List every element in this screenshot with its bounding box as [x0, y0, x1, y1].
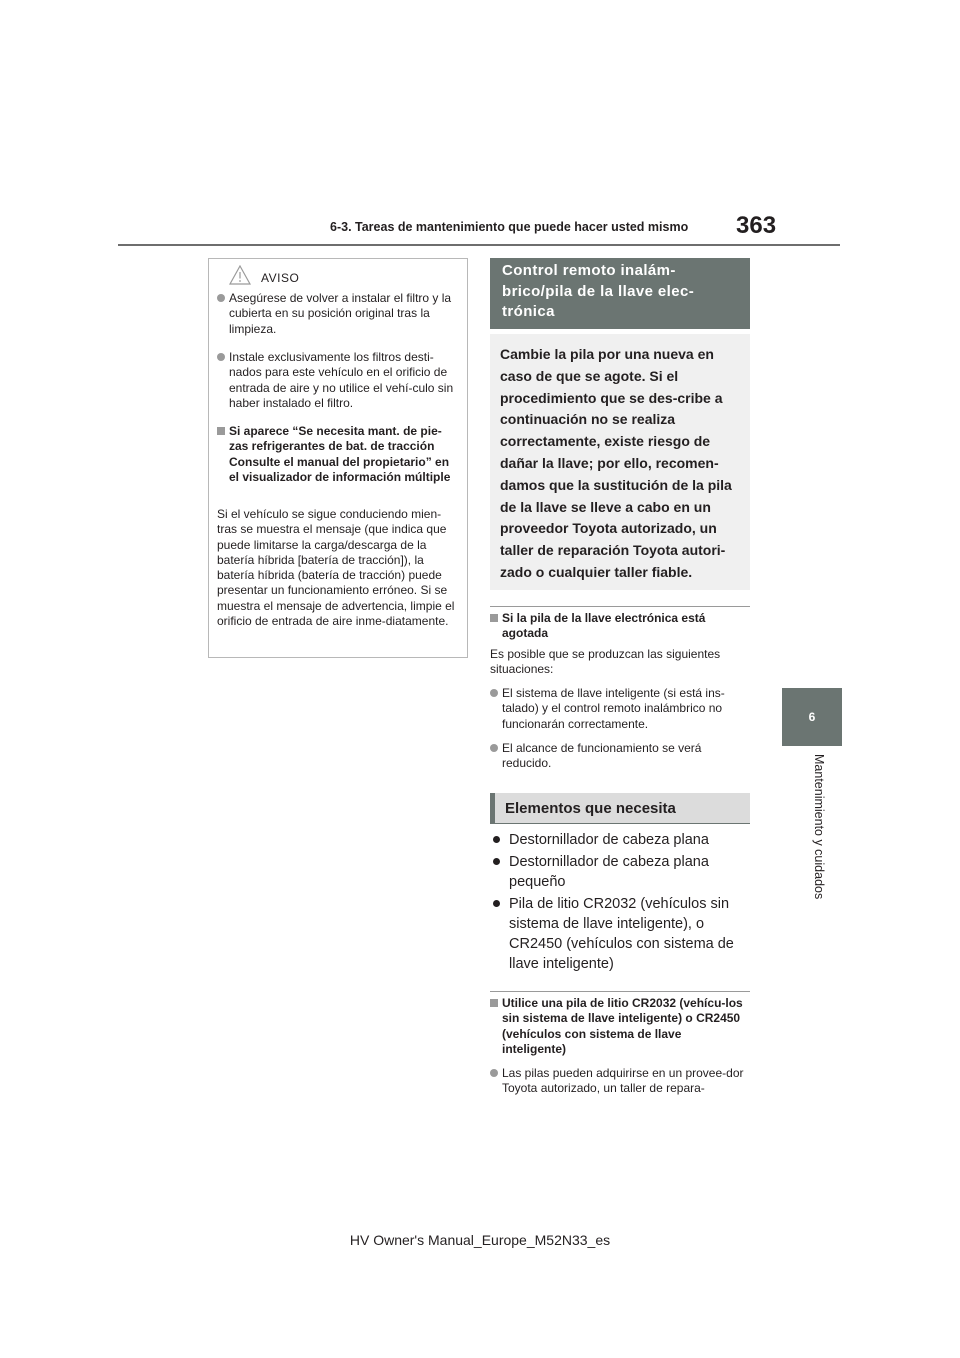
note-bullet: El sistema de llave inteligente (si está ins-talado) y el control remoto inalámbrico no funcionarán correctamente.	[490, 686, 746, 732]
caution-bullet: Instale exclusivamente los filtros desti-nados para este vehículo en el orificio de entrada de aire y no utilice el vehí-culo sin haber instalado el filtro.	[217, 350, 457, 411]
note-divider	[490, 991, 750, 992]
list-item: Destornillador de cabeza plana	[490, 830, 730, 850]
header-divider	[118, 244, 840, 246]
note-text: Es posible que se produzcan las siguientes situaciones:	[490, 647, 721, 677]
caution-subheading: Si aparece “Se necesita mant. de pie-zas refrigerantes de bat. de tracción Consulte el manual del propietario” en el visualizador de información múltiple	[217, 424, 457, 485]
caution-paragraph: Si el vehículo se sigue conduciendo mien-tras se muestra el mensaje (que indica que puede limitarse la carga/descarga de la batería híbrida [batería de tracción]), la batería híbrida (batería de tracción) puede presentar un funcionamiento erróneo. Si se muestra el mensaje de advertencia, limpie el orificio de entrada de aire inme-diatamente.	[217, 507, 455, 629]
caution-bullet: Asegúrese de volver a instalar el filtro y la cubierta en su posición original tras la limpieza.	[217, 291, 457, 337]
section-header: 6-3. Tareas de mantenimiento que puede hacer usted mismo	[330, 220, 689, 234]
note-heading: Utilice una pila de litio CR2032 (vehícu-los sin sistema de llave inteligente) o CR2450 (vehículos con sistema de llave inteligente)	[490, 996, 748, 1057]
list-item: Destornillador de cabeza plana pequeño	[490, 852, 712, 892]
caution-box	[208, 258, 468, 658]
chapter-tab: 6	[782, 688, 842, 746]
footer-text: HV Owner's Manual_Europe_M52N33_es	[349, 1232, 611, 1248]
warning-triangle-icon	[229, 265, 251, 290]
section-title: Elementos que necesita	[490, 793, 750, 824]
note-bullet: El alcance de funcionamiento se verá reducido.	[490, 741, 730, 772]
note-heading: Si la pila de la llave electrónica está agotada	[490, 611, 746, 642]
section-title: Control remoto inalám-brico/pila de la llave elec-trónica	[490, 258, 750, 329]
section-intro: Cambie la pila por una nueva en caso de que se agote. Si el procedimiento que se des-cribe a continuación no se realiza correctamente, existe riesgo de dañar la llave; por ello, recomen-damos que la sustitución de la pila de la llave se lleve a cabo en un proveedor Toyota autorizado, un taller de reparación Toyota autori-zado o cualquier taller fiable.	[490, 334, 750, 590]
page-number: 363	[736, 212, 777, 239]
chapter-label: Mantenimiento y cuidados	[812, 754, 826, 900]
note-bullet: Las pilas pueden adquirirse en un provee-dor Toyota autorizado, un taller de repara-	[490, 1066, 748, 1097]
list-item: Pila de litio CR2032 (vehículos sin sistema de llave inteligente), o CR2450 (vehículos con sistema de llave inteligente)	[490, 894, 740, 974]
caution-header	[229, 265, 299, 290]
section-divider	[490, 823, 750, 824]
caution-title: AVISO	[261, 270, 300, 285]
note-divider	[490, 606, 750, 607]
